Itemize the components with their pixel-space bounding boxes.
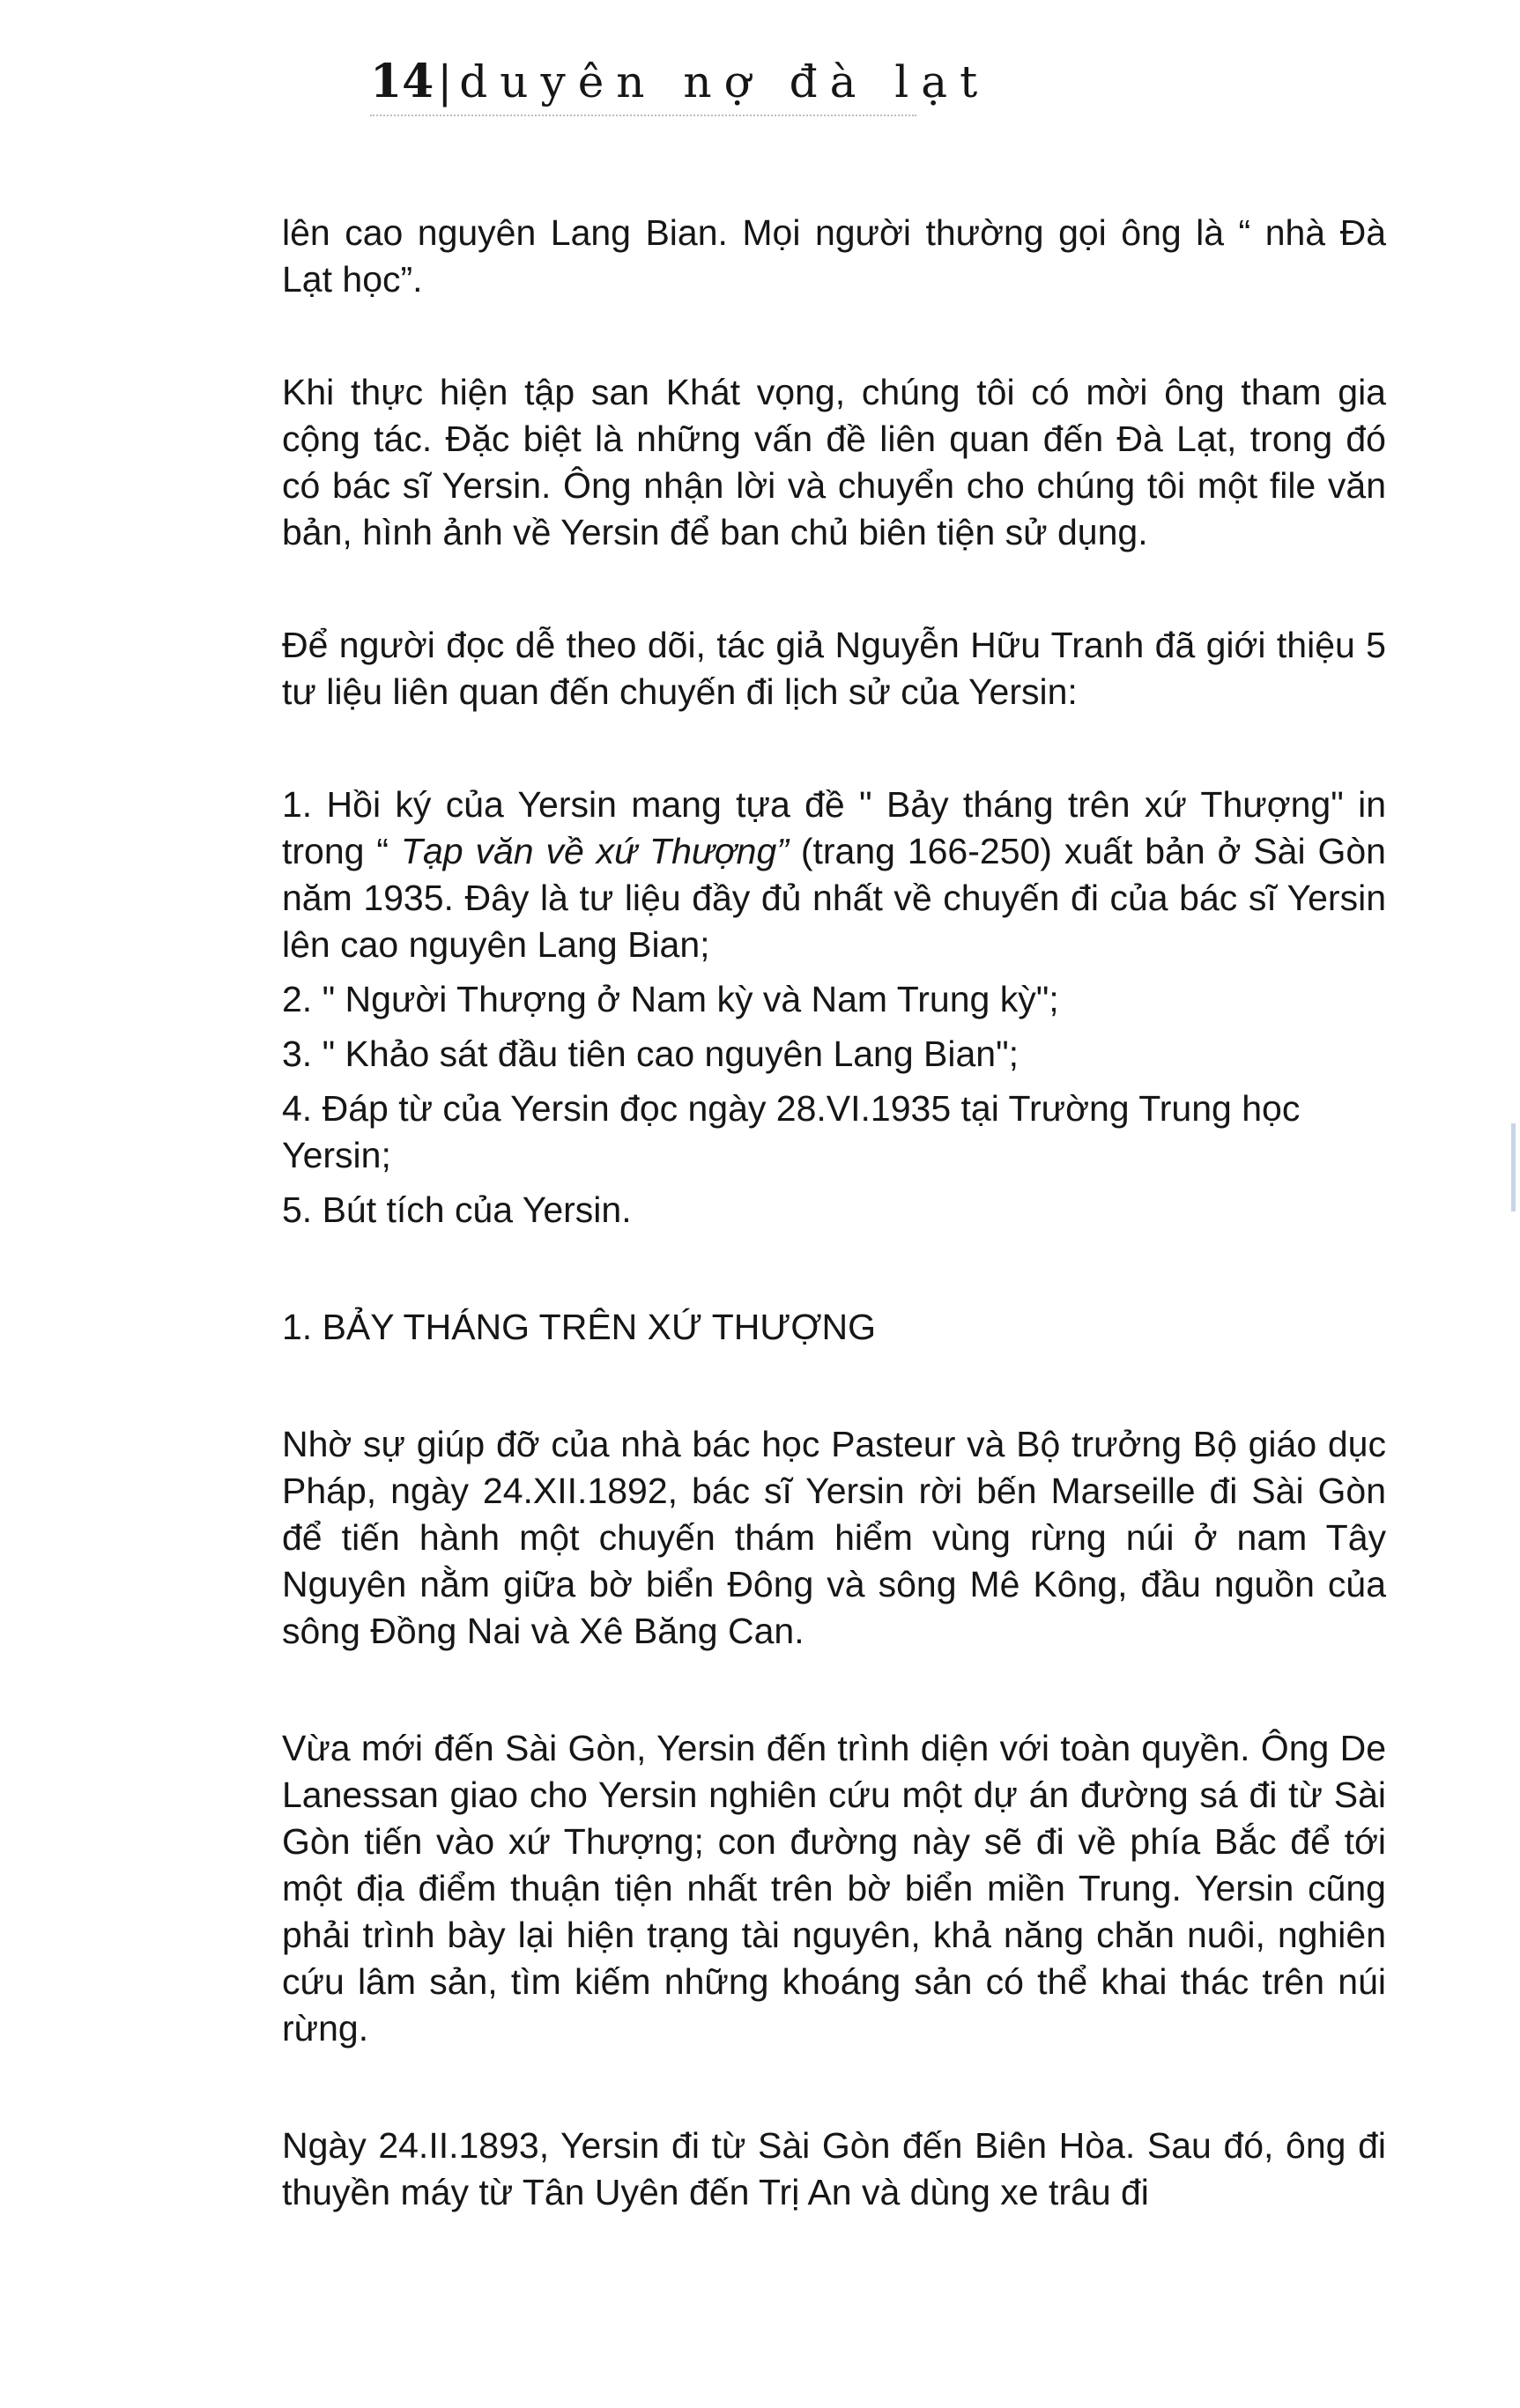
list-item-2: 2. " Người Thượng ở Nam kỳ và Nam Trung kỳ";	[282, 979, 1059, 1019]
list-item-5: 5. Bút tích của Yersin.	[282, 1189, 632, 1230]
header-divider	[370, 115, 916, 116]
page-body	[282, 210, 1386, 2216]
paragraph-khat-vong: Khi thực hiện tập san Khát vọng, chúng tôi có mời ông tham gia cộng tác. Đặc biệt là những vấn đề liên quan đến Đà Lạt, trong đó có bác sĩ Yersin. Ông nhận lời và chuyển cho chúng tôi một file văn bản, hình ảnh về Yersin để ban chủ biên tiện sử dụng.	[282, 372, 1386, 552]
header-separator: |	[437, 56, 453, 107]
paragraph-bien-hoa: Ngày 24.II.1893, Yersin đi từ Sài Gòn đến Biên Hòa. Sau đó, ông đi thuyền máy từ Tân Uyên đến Trị An và dùng xe trâu đi	[282, 2125, 1386, 2212]
paragraph-departure: Nhờ sự giúp đỡ của nhà bác học Pasteur và Bộ trưởng Bộ giáo dục Pháp, ngày 24.XII.1892, bác sĩ Yersin rời bến Marseille đi Sài Gòn để tiến hành một chuyến thám hiểm vùng rừng núi ở nam Tây Nguyên nằm giữa bờ biển Đông và sông Mê Kông, đầu nguồn của sông Đồng Nai và Xê Băng Can.	[282, 1424, 1386, 1651]
scan-edge-mark	[1511, 1123, 1516, 1211]
paragraph-sources-intro: Để người đọc dễ theo dõi, tác giả Nguyễn Hữu Tranh đã giới thiệu 5 tư liệu liên quan đến chuyến đi lịch sử của Yersin:	[282, 625, 1386, 712]
list-item-1-text-a: 1. Hồi ký của Yersin mang tựa đề " Bảy tháng trên xứ Thượng" in trong “	[282, 784, 1386, 871]
list-item-1-italic-title: Tạp văn về xứ Thượng”	[400, 831, 789, 871]
paragraph-continued: lên cao nguyên Lang Bian. Mọi người thường gọi ông là “ nhà Đà Lạt học”.	[282, 212, 1386, 300]
list-item-1	[282, 782, 1386, 968]
running-header	[370, 51, 990, 113]
list-item-1-text-b: (trang 166-250) xuất bản ở Sài Gòn năm 1935. Đây là tư liệu đầy đủ nhất về chuyến đi của bác sĩ Yersin lên cao nguyên Lang Bian;	[282, 831, 1386, 965]
list-item-4: 4. Đáp từ của Yersin đọc ngày 28.VI.1935 tại Trường Trung học Yersin;	[282, 1088, 1301, 1175]
running-title: duyên nợ đà lạt	[459, 56, 990, 107]
page-number: 14	[370, 55, 434, 108]
section-heading: 1. BẢY THÁNG TRÊN XỨ THƯỢNG	[282, 1307, 877, 1347]
paragraph-saigon-arrival: Vừa mới đến Sài Gòn, Yersin đến trình diện với toàn quyền. Ông De Lanessan giao cho Yersin nghiên cứu một dự án đường sá đi từ Sài Gòn tiến vào xứ Thượng; con đường này sẽ đi về phía Bắc để tới một địa điểm thuận tiện nhất trên bờ biển miền Trung. Yersin cũng phải trình bày lại hiện trạng tài nguyên, khả năng chăn nuôi, nghiên cứu lâm sản, tìm kiếm những khoáng sản có thể khai thác trên núi rừng.	[282, 1728, 1386, 2049]
list-item-3: 3. " Khảo sát đầu tiên cao nguyên Lang Bian";	[282, 1034, 1020, 1074]
